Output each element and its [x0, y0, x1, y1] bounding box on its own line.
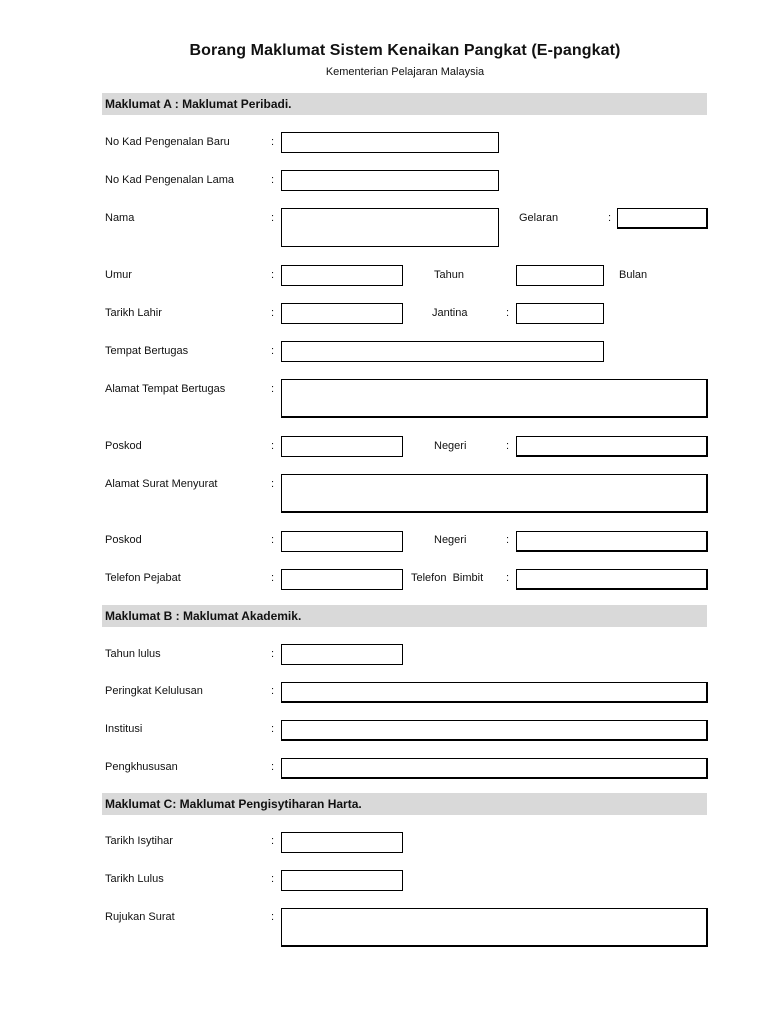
colon: :	[271, 383, 275, 395]
form-title: Borang Maklumat Sistem Kenaikan Pangkat (E-pangkat)	[189, 42, 621, 59]
institution-label: Institusi	[105, 723, 143, 735]
office-phone-input[interactable]	[281, 569, 403, 590]
name-label: Nama	[105, 212, 135, 224]
colon: :	[271, 478, 275, 490]
grad-year-label: Tahun lulus	[105, 648, 161, 660]
colon: :	[271, 873, 275, 885]
colon: :	[271, 269, 275, 281]
postcode1-input[interactable]	[281, 436, 403, 457]
section-a-header: Maklumat A : Maklumat Peribadi.	[102, 93, 707, 115]
colon: :	[271, 307, 275, 319]
title-honorific-input[interactable]	[617, 208, 708, 229]
months-label: Bulan	[619, 269, 648, 281]
section-c-header: Maklumat C: Maklumat Pengisytiharan Harta.	[102, 793, 707, 815]
specialization-input[interactable]	[281, 758, 708, 779]
age-years-input[interactable]	[281, 265, 403, 286]
institution-input[interactable]	[281, 720, 708, 741]
colon: :	[271, 345, 275, 357]
colon: :	[271, 174, 275, 186]
workplace-address-input[interactable]	[281, 379, 708, 418]
postcode2-input[interactable]	[281, 531, 403, 552]
state1-input[interactable]	[516, 436, 708, 457]
ic-new-label: No Kad Pengenalan Baru	[105, 136, 230, 148]
title-honorific-label: Gelaran	[519, 212, 559, 224]
declare-date-input[interactable]	[281, 832, 403, 853]
colon: :	[271, 911, 275, 923]
dob-input[interactable]	[281, 303, 403, 324]
state2-input[interactable]	[516, 531, 708, 552]
colon: :	[271, 685, 275, 697]
dob-label: Tarikh Lahir	[105, 307, 162, 319]
approve-date-input[interactable]	[281, 870, 403, 891]
state1-label: Negeri	[434, 440, 467, 452]
mail-address-label: Alamat Surat Menyurat	[105, 478, 218, 490]
form-subtitle: Kementerian Pelajaran Malaysia	[325, 66, 485, 78]
workplace-input[interactable]	[281, 341, 604, 362]
postcode2-label: Poskod	[105, 534, 142, 546]
ic-new-input[interactable]	[281, 132, 499, 153]
colon: :	[608, 212, 612, 224]
mail-address-input[interactable]	[281, 474, 708, 513]
colon: :	[506, 307, 510, 319]
years-label: Tahun	[434, 269, 464, 281]
gender-input[interactable]	[516, 303, 604, 324]
grad-level-label: Peringkat Kelulusan	[105, 685, 203, 697]
colon: :	[506, 534, 510, 546]
colon: :	[271, 572, 275, 584]
colon: :	[271, 212, 275, 224]
specialization-label: Pengkhususan	[105, 761, 178, 773]
section-b-header: Maklumat B : Maklumat Akademik.	[102, 605, 707, 627]
age-label: Umur	[105, 269, 132, 281]
state2-label: Negeri	[434, 534, 467, 546]
colon: :	[506, 572, 510, 584]
declare-date-label: Tarikh Isytihar	[105, 835, 173, 847]
mobile-phone-label: Telefon Bimbit	[411, 572, 484, 584]
colon: :	[271, 835, 275, 847]
mobile-phone-input[interactable]	[516, 569, 708, 590]
colon: :	[271, 648, 275, 660]
letter-ref-input[interactable]	[281, 908, 708, 947]
approve-date-label: Tarikh Lulus	[105, 873, 164, 885]
postcode1-label: Poskod	[105, 440, 142, 452]
office-phone-label: Telefon Pejabat	[105, 572, 181, 584]
letter-ref-label: Rujukan Surat	[105, 911, 175, 923]
colon: :	[271, 723, 275, 735]
colon: :	[271, 136, 275, 148]
name-input[interactable]	[281, 208, 499, 247]
workplace-label: Tempat Bertugas	[105, 345, 189, 357]
colon: :	[271, 534, 275, 546]
colon: :	[271, 440, 275, 452]
workplace-address-label: Alamat Tempat Bertugas	[105, 383, 226, 395]
colon: :	[271, 761, 275, 773]
colon: :	[506, 440, 510, 452]
gender-label: Jantina	[432, 307, 468, 319]
ic-old-input[interactable]	[281, 170, 499, 191]
age-months-input[interactable]	[516, 265, 604, 286]
grad-level-input[interactable]	[281, 682, 708, 703]
grad-year-input[interactable]	[281, 644, 403, 665]
ic-old-label: No Kad Pengenalan Lama	[105, 174, 235, 186]
